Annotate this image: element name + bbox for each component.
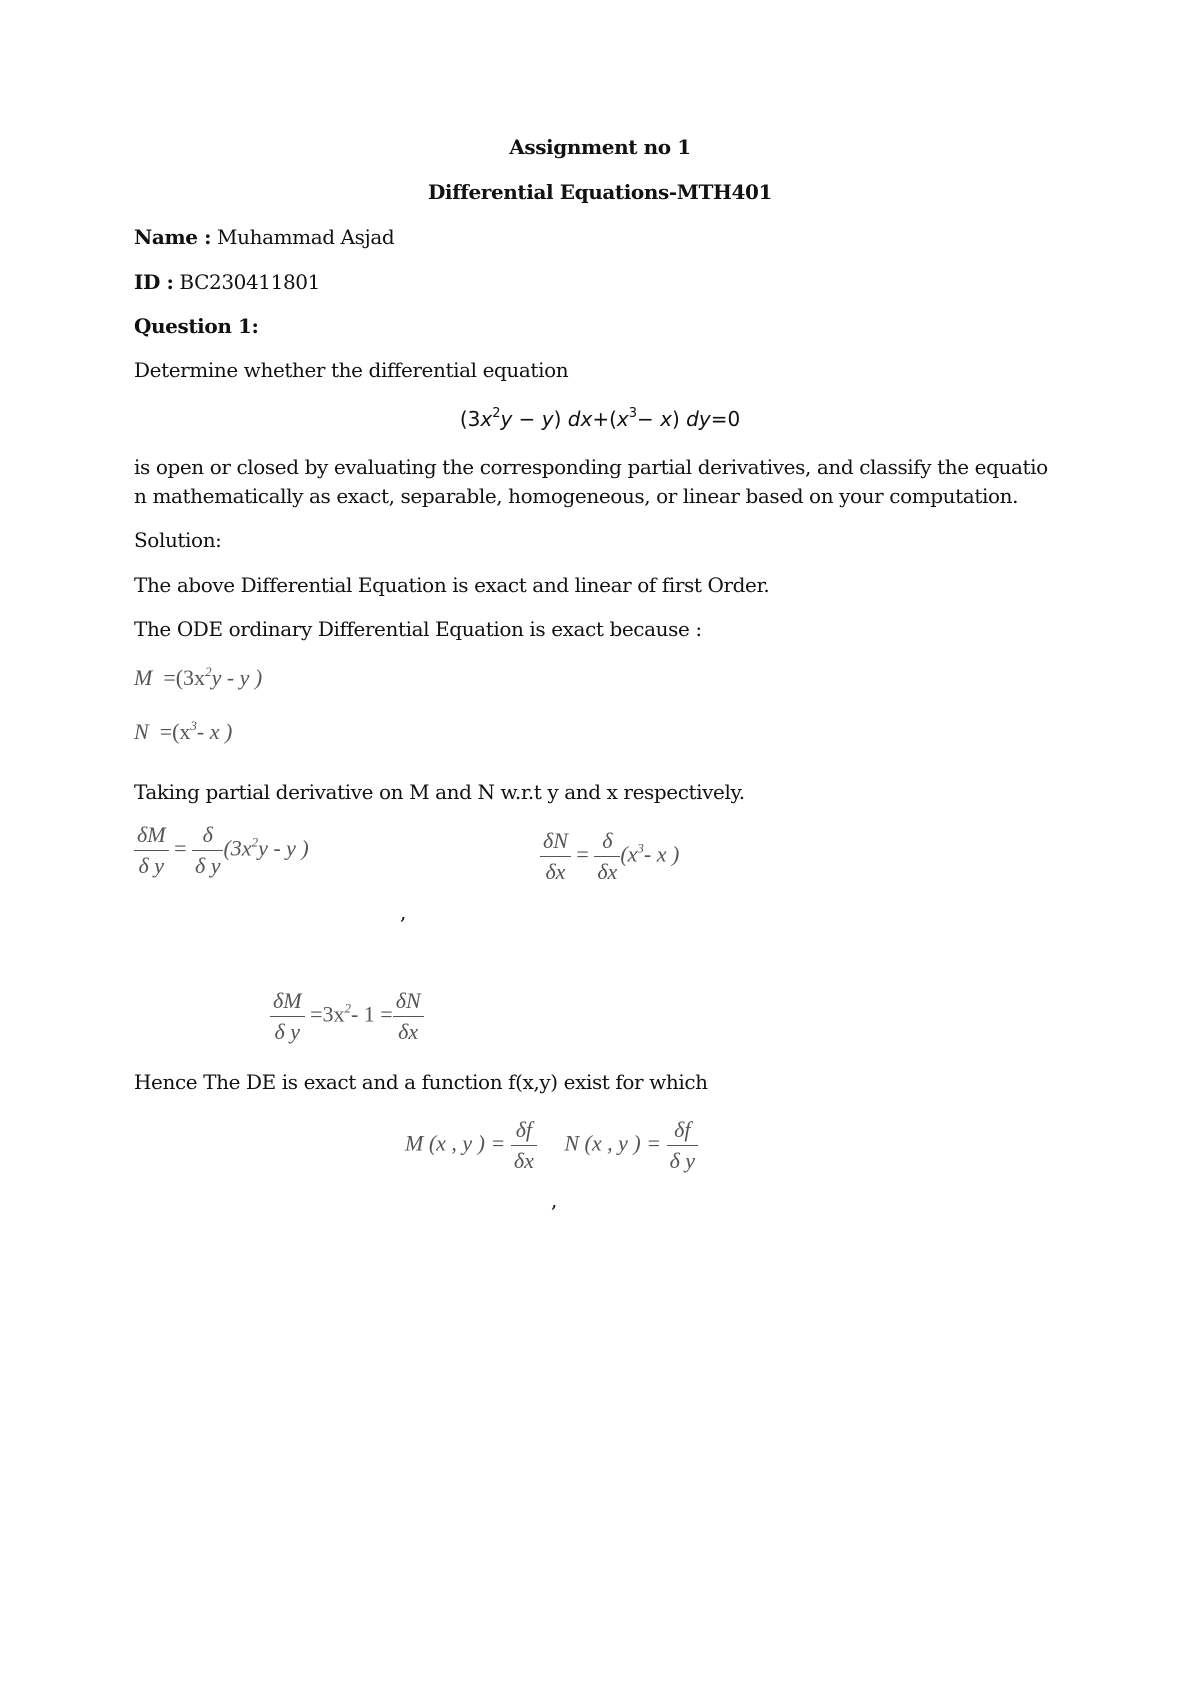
student-id-line xyxy=(134,270,320,294)
id-value: BC230411801 xyxy=(179,270,320,294)
solution-line-1: The above Differential Equation is exact and linear of first Order. xyxy=(134,573,770,597)
solution-heading: Solution: xyxy=(134,528,222,552)
question-prompt: Determine whether the differential equation xyxy=(134,358,569,382)
dn-dx-result-fraction: $\frac{\delta N}{\delta x}$ xyxy=(393,988,424,1045)
df-dx-fraction: $\frac{\delta f}{\delta x}$ xyxy=(511,1117,537,1174)
course-title: Differential Equations-MTH401 xyxy=(427,180,773,204)
question-heading: Question 1: xyxy=(134,314,259,338)
d-dy-operator: $\frac{\delta}{\text{δ y}}$ xyxy=(192,822,224,879)
dn-dx-equation: $\frac{\delta N}{\delta x}$ = $\frac{\delta}{\delta x}$ ($x^3-$ x ) xyxy=(540,828,679,885)
solution-line-4: Hence The DE is exact and a function f(x,y) exist for which xyxy=(134,1070,708,1094)
comma-separator-2: , xyxy=(551,1188,557,1212)
df-dy-fraction: $\frac{\delta f}{\text{δ y}}$ xyxy=(667,1117,699,1174)
given-equation: $(3x^2y - y)$ $dx+(x^3- x)$ dy=0 xyxy=(459,406,741,431)
n-definition: $N =(x^3-$ x ) xyxy=(134,718,233,744)
document-title: Assignment no 1 xyxy=(509,135,691,159)
dm-dy-result-fraction: $\frac{\delta M}{\text{δ y}}$ xyxy=(270,988,305,1045)
dm-dy-equation: $\frac{\delta M}{\text{δ y}}$ = $\frac{\delta}{\text{δ y}}$ ($3x^2y$ - y ) xyxy=(134,822,309,879)
solution-line-2: The ODE ordinary Differential Equation is exact because : xyxy=(134,617,702,641)
m-definition: $M =(3x^2y - y$ ) xyxy=(134,664,263,690)
id-label: ID : xyxy=(134,270,174,294)
d-dx-operator: $\frac{\delta}{\delta x}$ xyxy=(594,828,620,885)
dn-dx-fraction: $\frac{\delta N}{\delta x}$ xyxy=(540,828,571,885)
function-equations: M (x , y ) = $\frac{\delta f}{\delta x}$ N (x , y ) = $\frac{\delta f}{\text{δ y}}$ xyxy=(405,1117,698,1174)
dm-dy-fraction: $\frac{\delta M}{\text{δ y}}$ xyxy=(134,822,169,879)
solution-line-3: Taking partial derivative on M and N w.r.t y and x respectively. xyxy=(134,780,745,804)
name-value: Muhammad Asjad xyxy=(217,225,395,249)
student-name-line xyxy=(134,225,394,249)
name-label: Name : xyxy=(134,225,212,249)
question-text-line-1: is open or closed by evaluating the corresponding partial derivatives, and classify the equatio xyxy=(134,455,1048,479)
question-text-line-2: n mathematically as exact, separable, homogeneous, or linear based on your computation. xyxy=(134,484,1019,508)
exactness-result: $\frac{\delta M}{\text{δ y}}$ $=3x^2-$ 1 = $\frac{\delta N}{\delta x}$ xyxy=(270,988,424,1045)
comma-separator-1: , xyxy=(400,900,406,924)
